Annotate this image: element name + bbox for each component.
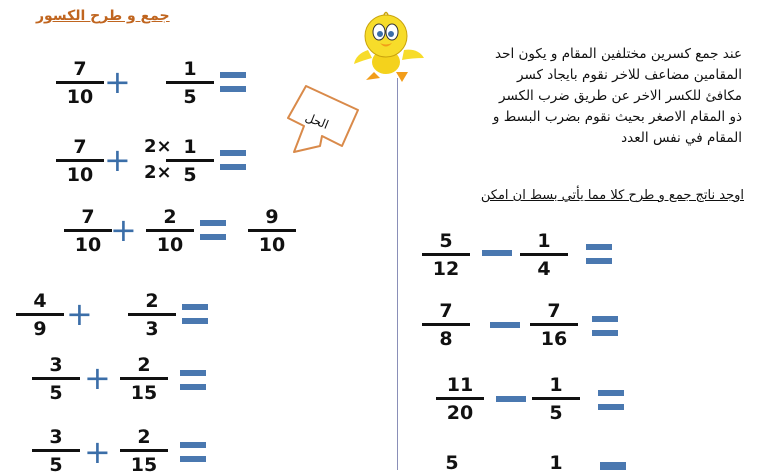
denominator: 5 <box>49 454 63 476</box>
equals-sign <box>586 244 612 264</box>
numerator: 1 <box>183 136 197 158</box>
numerator: 1 <box>537 230 551 252</box>
page-title: جمع و طرح الكسور <box>36 8 170 24</box>
denominator: 15 <box>130 382 158 404</box>
explanation-line: المقام في نفس العدد <box>621 130 742 146</box>
fraction-a <box>52 136 108 186</box>
plus-sign: + <box>104 63 131 101</box>
numerator: 11 <box>446 374 474 396</box>
denominator: 4 <box>537 258 551 280</box>
numerator: 4 <box>33 290 47 312</box>
equals-sign <box>600 462 626 470</box>
numerator: 9 <box>265 206 279 228</box>
plus-sign: + <box>104 141 131 179</box>
denominator: 16 <box>540 328 568 350</box>
numerator: 2 <box>163 206 177 228</box>
equals-sign <box>182 304 208 324</box>
denominator: 5 <box>183 86 197 108</box>
denominator: 5 <box>549 402 563 424</box>
fraction-a <box>28 354 84 404</box>
solution-label: الحل <box>303 110 331 132</box>
numerator: 1 <box>183 58 197 80</box>
denominator: 10 <box>258 234 286 256</box>
numerator: 2 <box>137 426 151 448</box>
fraction-a <box>60 206 116 256</box>
fraction-a <box>418 300 474 350</box>
multiplier-bottom: 2× <box>144 162 172 183</box>
equals-sign <box>592 316 618 336</box>
explanation-line: مكافئ للكسر الاخر عن طريق ضرب الكسر <box>499 88 742 104</box>
denominator: 10 <box>74 234 102 256</box>
fraction-b <box>124 290 180 340</box>
numerator: 3 <box>49 426 63 448</box>
minus-sign <box>490 322 520 328</box>
fraction-a <box>52 58 108 108</box>
denominator: 10 <box>66 164 94 186</box>
denominator: 10 <box>66 86 94 108</box>
fraction-a <box>12 290 68 340</box>
denominator: 3 <box>145 318 159 340</box>
equals-sign <box>598 390 624 410</box>
numerator: 1 <box>549 374 563 396</box>
fraction-b <box>162 136 218 186</box>
denominator: 20 <box>446 402 474 424</box>
fraction-b <box>116 426 172 476</box>
numerator: 7 <box>81 206 95 228</box>
fraction-a <box>424 452 480 474</box>
numerator: 7 <box>73 136 87 158</box>
numerator: 7 <box>439 300 453 322</box>
equals-sign <box>180 442 206 462</box>
fraction-result <box>244 206 300 256</box>
denominator: 5 <box>183 164 197 186</box>
multiplier-top: 2× <box>144 136 172 157</box>
numerator: 5 <box>439 230 453 252</box>
column-divider <box>397 78 398 470</box>
plus-sign: + <box>110 211 137 249</box>
minus-sign <box>496 396 526 402</box>
denominator: 10 <box>156 234 184 256</box>
explanation-line: المقامين مضاعف للاخر نقوم بايجاد كسر <box>517 67 742 83</box>
numerator: 3 <box>49 354 63 376</box>
denominator: 5 <box>49 382 63 404</box>
numerator: 7 <box>73 58 87 80</box>
numerator: 2 <box>145 290 159 312</box>
numerator: 7 <box>547 300 561 322</box>
explanation-line: ذو المقام الاصغر بحيث نقوم بضرب البسط و <box>492 109 742 125</box>
fraction-b <box>528 452 584 474</box>
instruction-text: اوجد ناتج جمع و طرح كلا مما يأتي بسط ان امكن <box>480 188 744 203</box>
numerator: 5 <box>445 452 459 474</box>
numerator: 2 <box>137 354 151 376</box>
plus-sign: + <box>84 433 111 471</box>
equals-sign <box>200 220 226 240</box>
tweety-bird-icon <box>346 10 430 86</box>
fraction-b <box>142 206 198 256</box>
fraction-b <box>516 230 572 280</box>
equals-sign <box>220 72 246 92</box>
minus-sign <box>482 250 512 256</box>
denominator: 9 <box>33 318 47 340</box>
numerator: 1 <box>549 452 563 474</box>
explanation-line: عند جمع كسرين مختلفين المقام و يكون احد <box>495 46 742 62</box>
denominator: 8 <box>439 328 453 350</box>
denominator: 12 <box>432 258 460 280</box>
explanation-text <box>432 44 742 149</box>
fraction-b <box>526 300 582 350</box>
plus-sign: + <box>66 295 93 333</box>
fraction-b <box>116 354 172 404</box>
fraction-a <box>432 374 488 424</box>
fraction-a <box>28 426 84 476</box>
plus-sign: + <box>84 359 111 397</box>
fraction-a <box>418 230 474 280</box>
equals-sign <box>180 370 206 390</box>
equals-sign <box>220 150 246 170</box>
denominator: 15 <box>130 454 158 476</box>
fraction-b <box>528 374 584 424</box>
fraction-b <box>162 58 218 108</box>
